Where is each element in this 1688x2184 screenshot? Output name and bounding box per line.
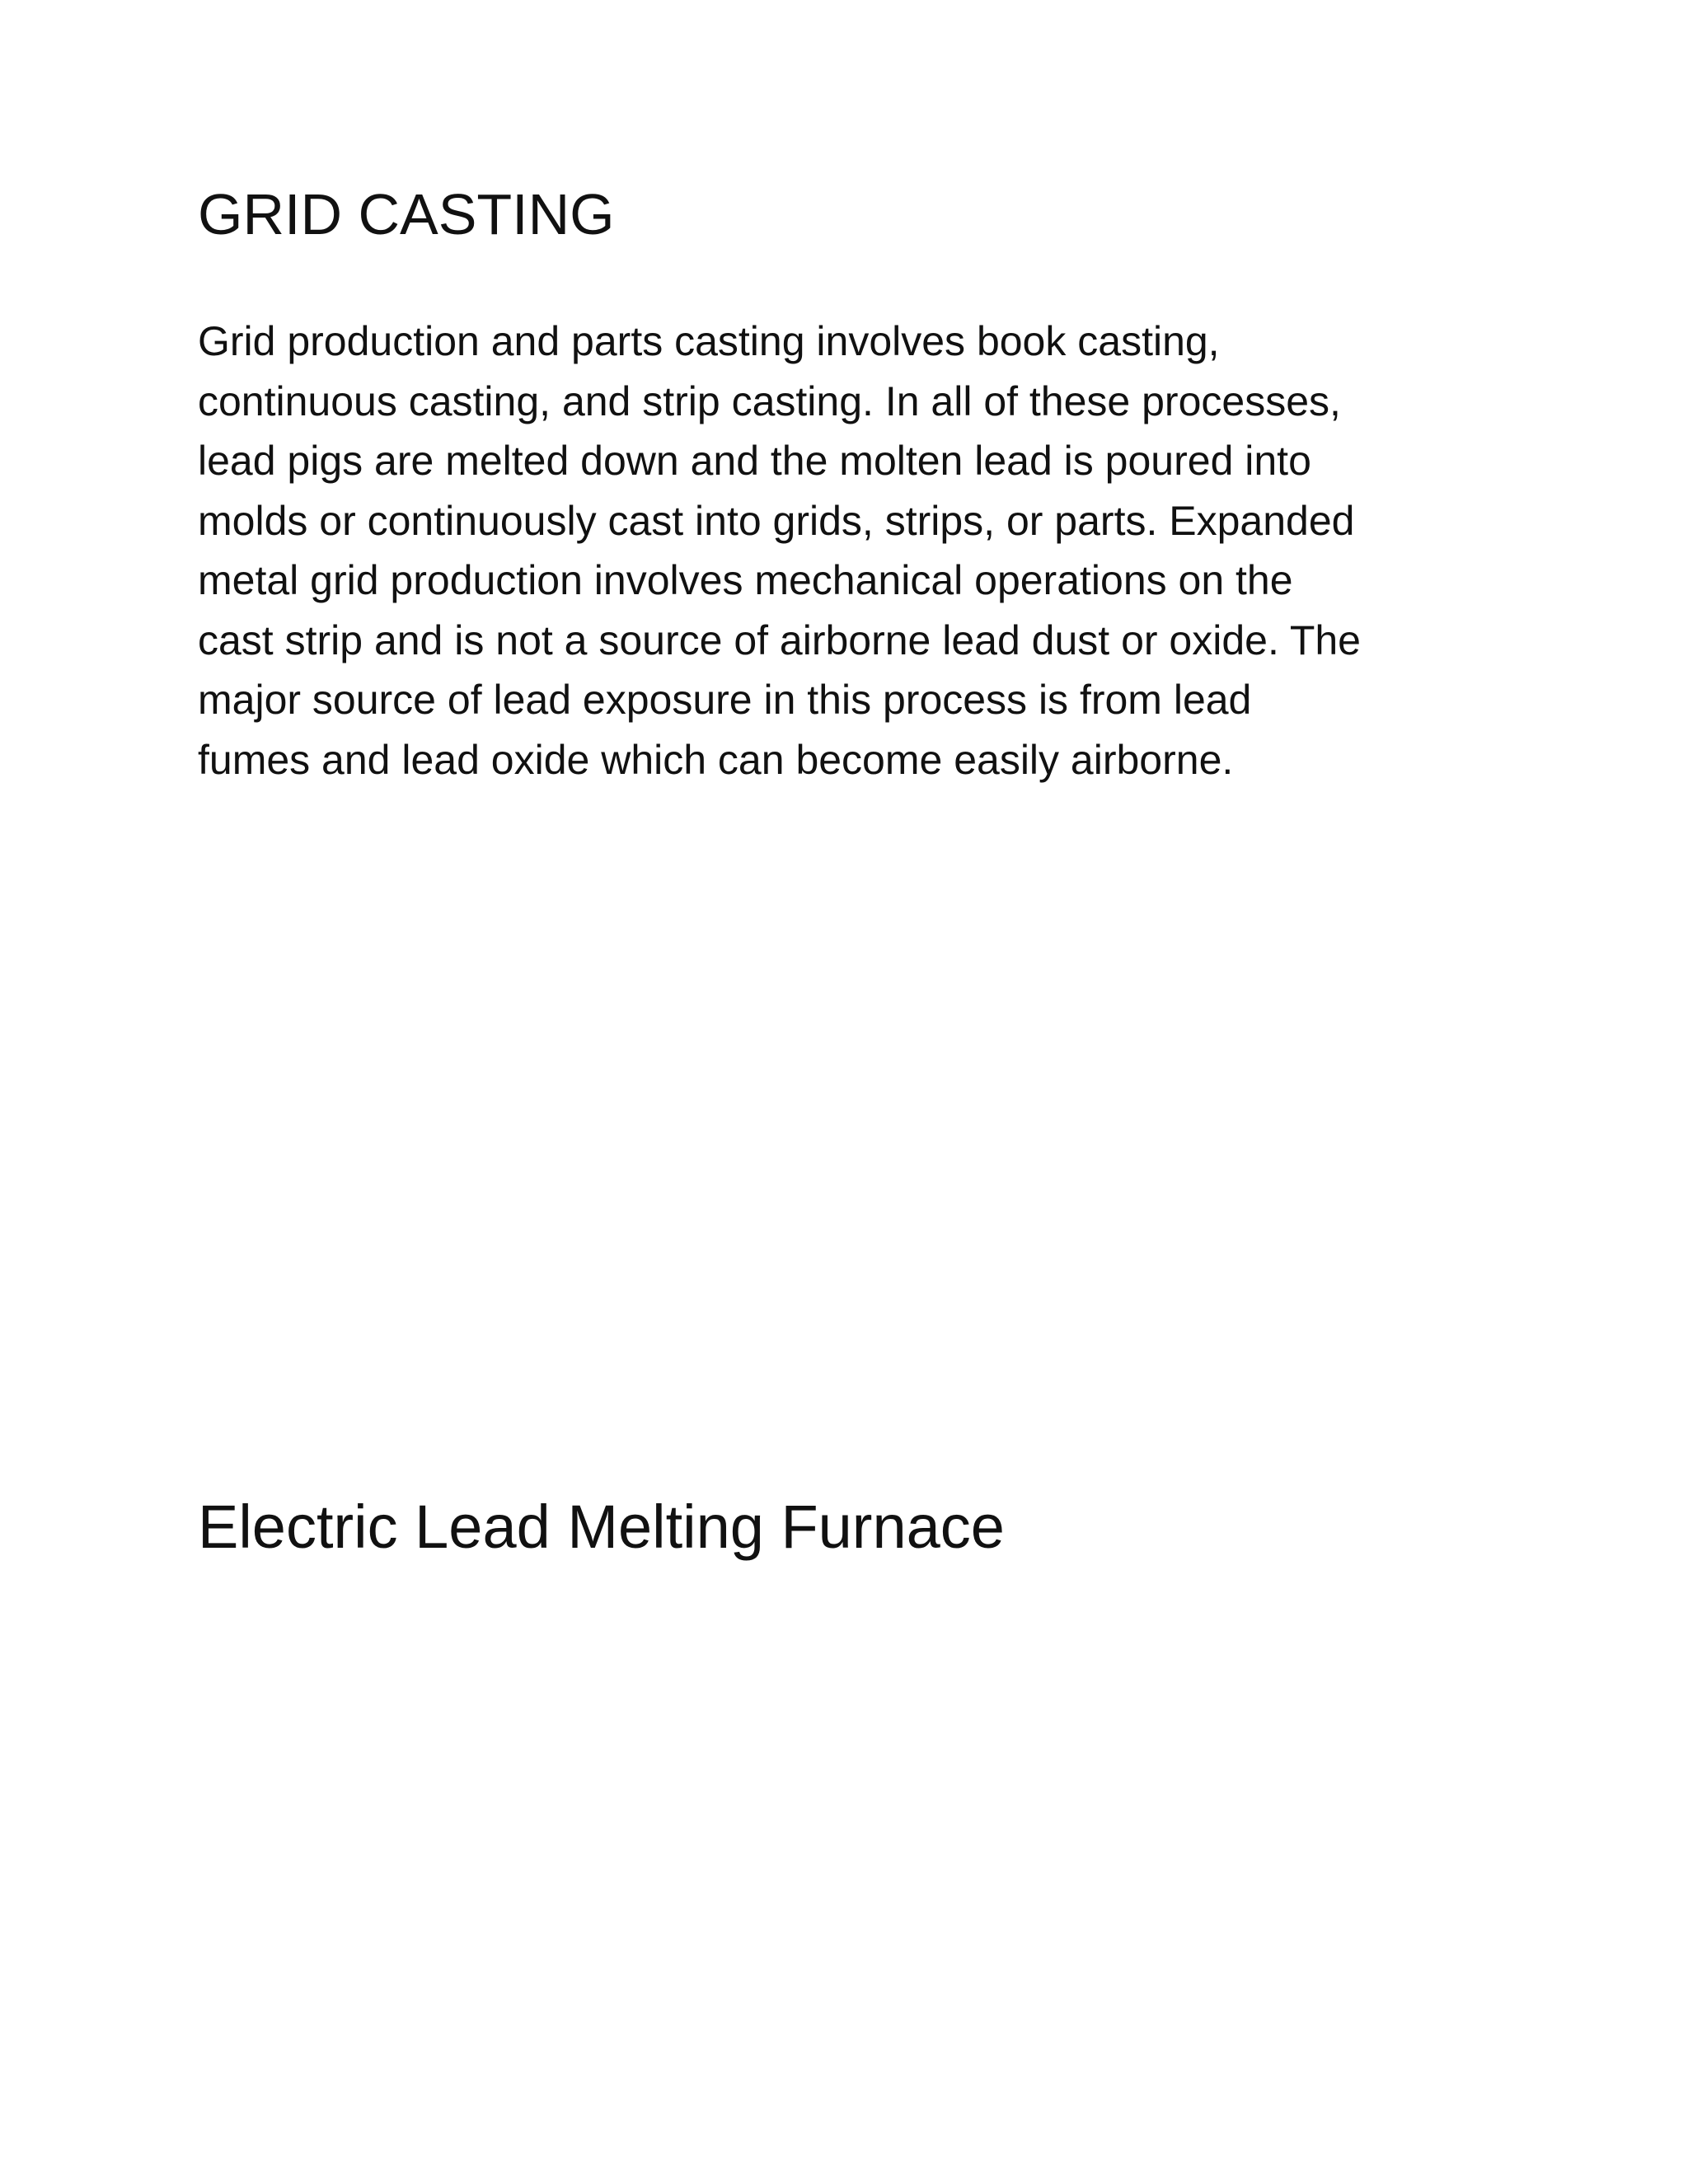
section-title-grid-casting: GRID CASTING [198,182,615,246]
paragraph-line: molds or continuously cast into grids, strips, or parts. Expanded [198,497,1355,544]
paragraph-line: cast strip and is not a source of airborne lead dust or oxide. The [198,616,1361,663]
paragraph-line: lead pigs are melted down and the molten lead is poured into [198,438,1311,484]
paragraph-line: continuous casting, and strip casting. In all of these processes, [198,377,1341,424]
paragraph-line: major source of lead exposure in this process is from lead [198,677,1252,723]
grid-casting-paragraph [198,312,1500,790]
paragraph-line: metal grid production involves mechanical operations on the [198,557,1293,603]
section-title-electric-lead-melting-furnace: Electric Lead Melting Furnace [198,1493,1005,1561]
paragraph-line: Grid production and parts casting involves book casting, [198,318,1220,364]
paragraph-line: fumes and lead oxide which can become easily airborne. [198,736,1234,783]
